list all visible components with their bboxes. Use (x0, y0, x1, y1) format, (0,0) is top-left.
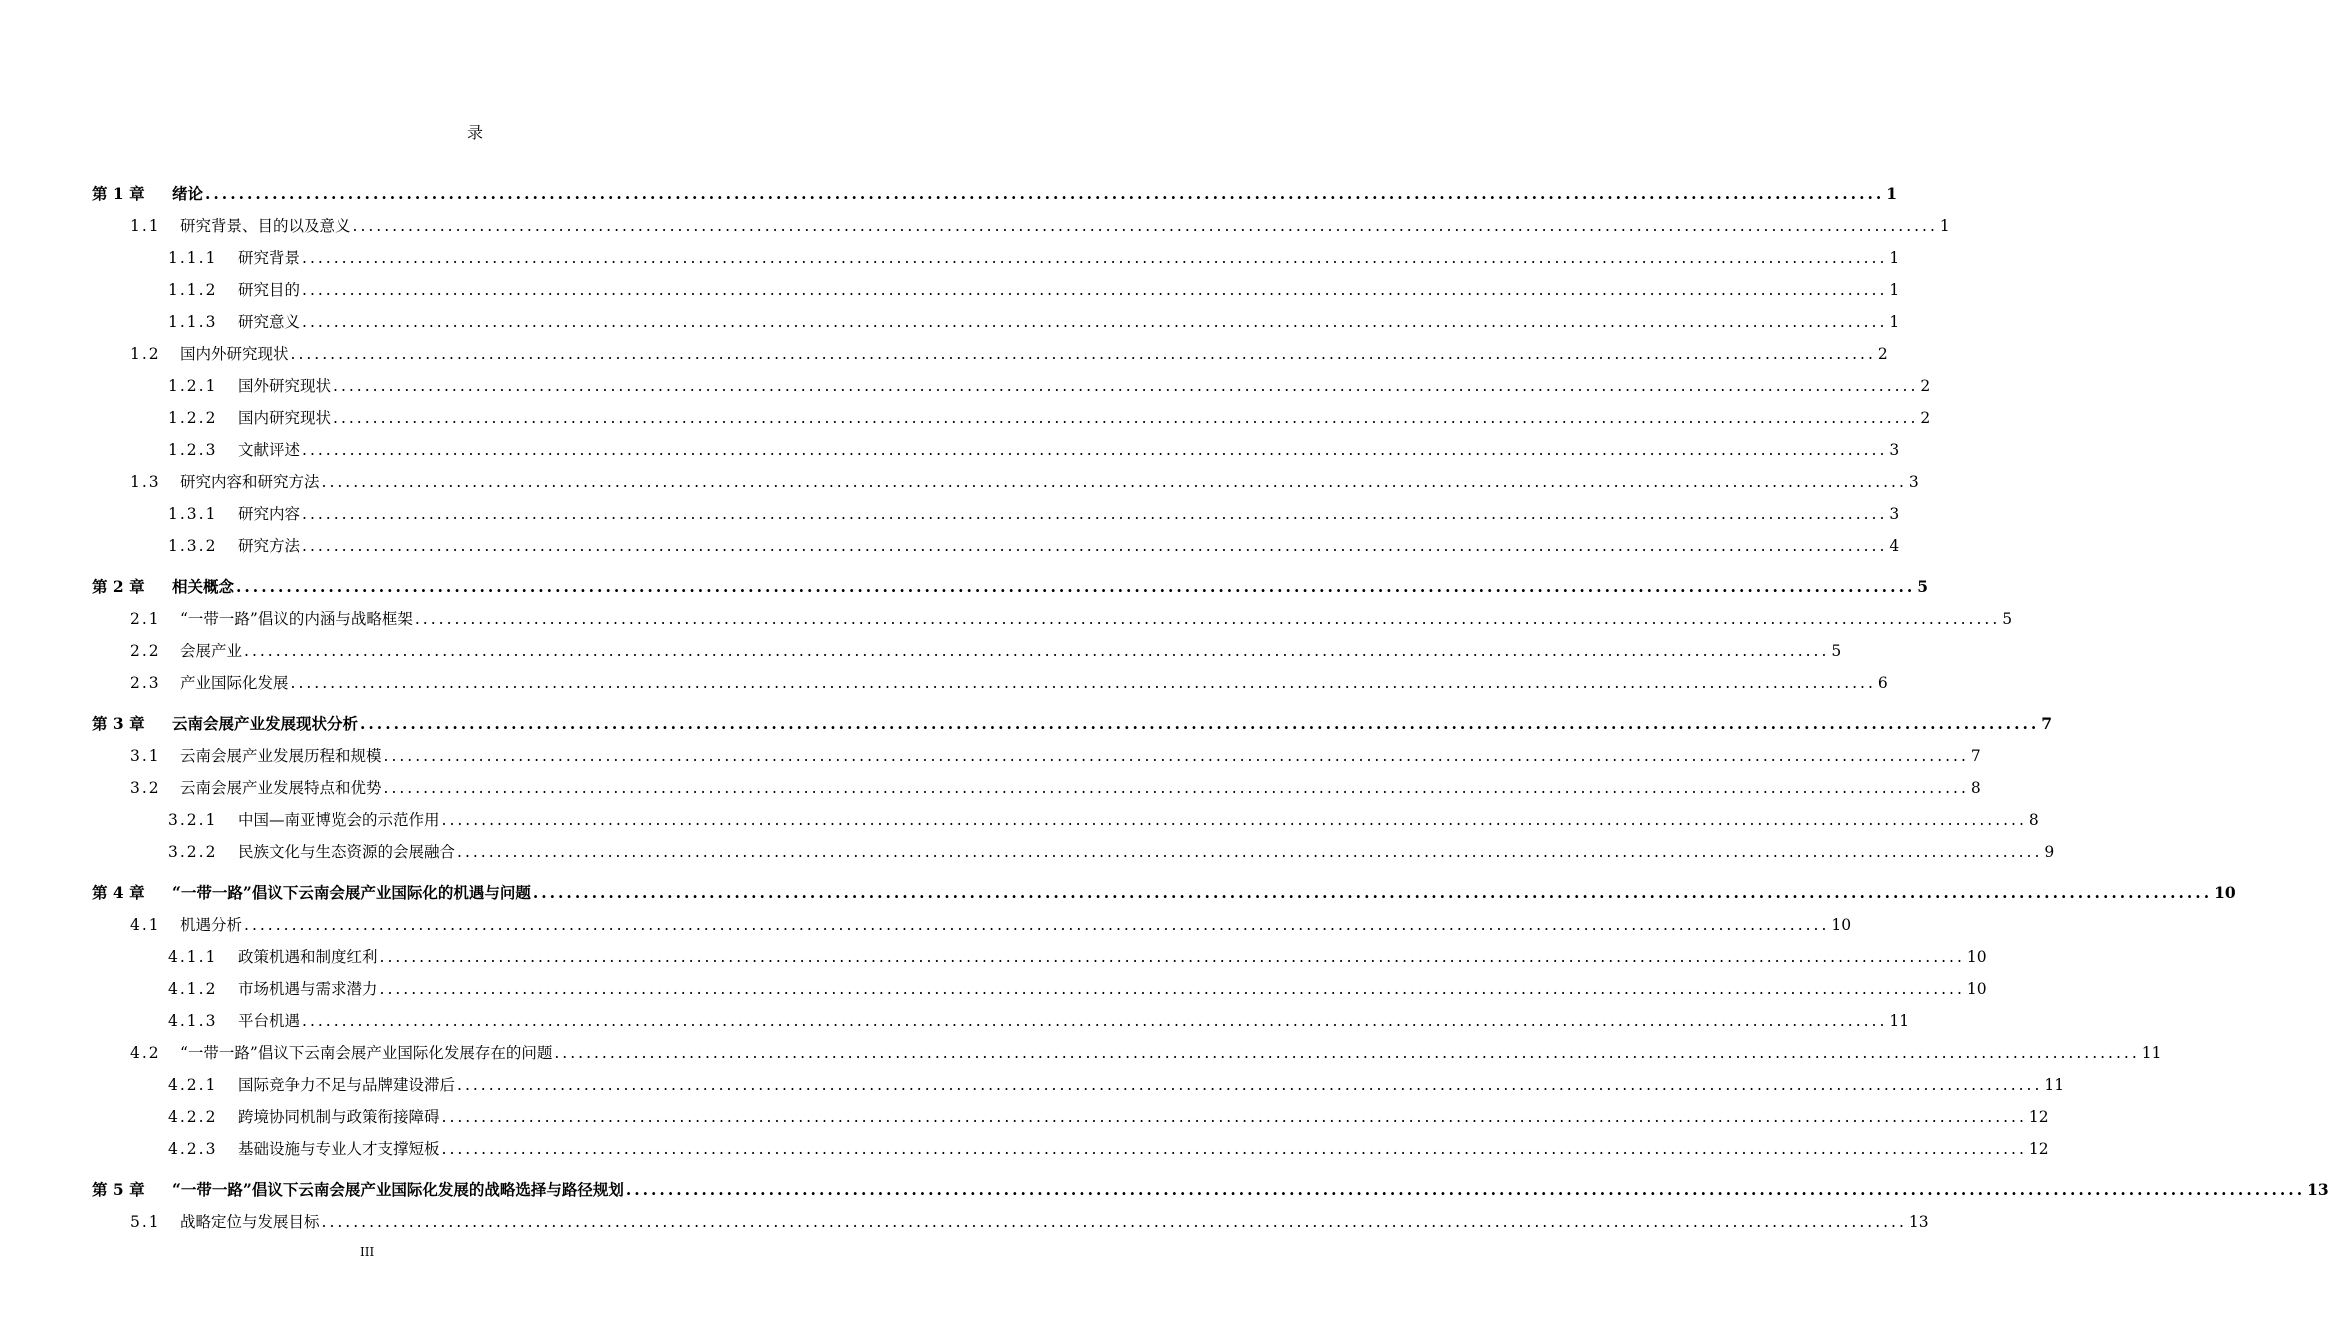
toc-entry-page-number: 4 (1889, 537, 1900, 555)
toc-dot-leader: ........................................................................................................................................................................................................ (302, 1012, 1888, 1030)
toc-dot-leader: ........................................................................................................................................................................................................ (457, 1076, 2043, 1094)
toc-entry-page-number: 12 (2028, 1108, 2049, 1126)
toc-entry-page-number: 7 (1970, 747, 1981, 765)
toc-subsection-entry[interactable] (168, 246, 1900, 272)
toc-entry-label: 文献评述 (238, 441, 301, 459)
toc-entry-number: 4.2.3 (168, 1140, 218, 1158)
toc-dot-leader: ........................................................................................................................................................................................................ (414, 610, 2001, 628)
toc-subsection-entry[interactable] (168, 945, 1987, 971)
toc-section-entry[interactable] (130, 744, 1981, 770)
toc-entry-page-number: 3 (1908, 473, 1919, 491)
toc-entry-number: 1.3.1 (168, 505, 218, 523)
toc-entry-page-number: 5 (2002, 610, 2013, 628)
toc-entry-label: 民族文化与生态资源的会展融合 (238, 843, 456, 861)
toc-entry-label: 研究背景、目的以及意义 (180, 217, 351, 235)
toc-entry-label: 研究意义 (238, 313, 301, 331)
toc-dot-leader: ........................................................................................................................................................................................................ (554, 1044, 2140, 1062)
toc-entry-number: 4.2.1 (168, 1076, 218, 1094)
toc-subsection-entry[interactable] (168, 840, 2055, 866)
toc-dot-leader: ........................................................................................................................................................................................................ (244, 642, 1830, 660)
toc-entry-number: 1.2.1 (168, 377, 218, 395)
toc-entry-page-number: 8 (2028, 811, 2039, 829)
toc-entry-page-number: 2 (1920, 377, 1931, 395)
toc-title: 录 (466, 123, 483, 142)
toc-section-entry[interactable] (130, 776, 1981, 802)
toc-entry-page-number: 13 (1908, 1213, 1929, 1231)
toc-entry-number: 4.1.1 (168, 948, 218, 966)
toc-dot-leader: ........................................................................................................................................................................................................ (302, 441, 1888, 459)
toc-section-entry[interactable] (130, 913, 1852, 939)
toc-entry-page-number: 3 (1889, 505, 1900, 523)
toc-dot-leader: ........................................................................................................................................................................................................ (321, 473, 1907, 491)
toc-entry-number: 3.2.1 (168, 811, 218, 829)
toc-entry-label: 研究方法 (238, 537, 301, 555)
toc-entry-page-number: 10 (1966, 948, 1987, 966)
toc-chapter-entry[interactable] (92, 712, 2053, 738)
toc-entry-number: 4.2.2 (168, 1108, 218, 1126)
toc-entry-page-number: 10 (2214, 883, 2236, 902)
toc-entry-page-number: 1 (1889, 313, 1900, 331)
toc-entry-number: 第 1 章 (92, 184, 145, 203)
toc-dot-leader: ........................................................................................................................................................................................................ (302, 505, 1888, 523)
toc-chapter-entry[interactable] (92, 1178, 2329, 1204)
toc-entry-label: “一带一路”倡议下云南会展产业国际化发展的战略选择与路径规划 (172, 1180, 624, 1199)
toc-dot-leader: ........................................................................................................................................................................................................ (379, 980, 1965, 998)
toc-entry-label: “一带一路”倡议下云南会展产业国际化的机遇与问题 (172, 883, 531, 902)
toc-entry-number: 第 3 章 (92, 714, 145, 733)
toc-entry-label: 中国—南亚博览会的示范作用 (238, 811, 440, 829)
toc-chapter-entry[interactable] (92, 881, 2236, 907)
toc-dot-leader: ........................................................................................................................................................................................................ (441, 1140, 2027, 1158)
toc-entry-label: 相关概念 (172, 577, 235, 596)
toc-section-entry[interactable] (130, 639, 1842, 665)
toc-entry-label: 跨境协同机制与政策衔接障碍 (238, 1108, 440, 1126)
toc-entry-label: “一带一路”倡议下云南会展产业国际化发展存在的问题 (180, 1044, 553, 1062)
toc-entry-label: 国内外研究现状 (180, 345, 289, 363)
toc-entry-page-number: 6 (1877, 674, 1888, 692)
toc-dot-leader: ........................................................................................................................................................................................................ (625, 1180, 2306, 1199)
toc-entry-number: 1.3.2 (168, 537, 218, 555)
toc-entry-page-number: 1 (1939, 217, 1950, 235)
toc-entry-number: 3.2 (130, 779, 161, 797)
toc-entry-label: 国内研究现状 (238, 409, 332, 427)
toc-entry-page-number: 1 (1886, 184, 1898, 203)
toc-entry-number: 4.1 (130, 916, 161, 934)
toc-dot-leader: ........................................................................................................................................................................................................ (441, 811, 2027, 829)
toc-section-entry[interactable] (130, 214, 1950, 240)
toc-entry-page-number: 2 (1920, 409, 1931, 427)
toc-dot-leader: ........................................................................................................................................................................................................ (352, 217, 1938, 235)
toc-subsection-entry[interactable] (168, 1009, 1910, 1035)
toc-chapter-entry[interactable] (92, 182, 1898, 208)
toc-entry-number: 5.1 (130, 1213, 161, 1231)
toc-entry-label: 国外研究现状 (238, 377, 332, 395)
toc-dot-leader: ........................................................................................................................................................................................................ (302, 537, 1888, 555)
toc-entry-number: 4.2 (130, 1044, 161, 1062)
toc-section-entry[interactable] (130, 607, 2013, 633)
toc-entry-label: 研究背景 (238, 249, 301, 267)
toc-dot-leader: ........................................................................................................................................................................................................ (360, 714, 2040, 733)
toc-entry-label: 平台机遇 (238, 1012, 301, 1030)
toc-entry-number: 2.1 (130, 610, 161, 628)
toc-subsection-entry[interactable] (168, 278, 1900, 304)
toc-entry-number: 3.1 (130, 747, 161, 765)
toc-dot-leader: ........................................................................................................................................................................................................ (383, 779, 1969, 797)
toc-entry-page-number: 11 (2044, 1076, 2065, 1094)
toc-entry-label: 市场机遇与需求潜力 (238, 980, 378, 998)
toc-entry-number: 1.1.1 (168, 249, 218, 267)
toc-entry-page-number: 1 (1889, 281, 1900, 299)
toc-subsection-entry[interactable] (168, 1105, 2049, 1131)
page-number-footer: III (360, 1245, 375, 1259)
toc-entry-label: 绪论 (172, 184, 204, 203)
toc-entry-label: 产业国际化发展 (180, 674, 289, 692)
toc-entry-label: 研究内容 (238, 505, 301, 523)
toc-dot-leader: ........................................................................................................................................................................................................ (383, 747, 1969, 765)
toc-entry-label: 政策机遇和制度红利 (238, 948, 378, 966)
toc-dot-leader: ........................................................................................................................................................................................................ (205, 184, 1885, 203)
toc-entry-label: 研究内容和研究方法 (180, 473, 320, 491)
toc-entry-page-number: 10 (1966, 980, 1987, 998)
toc-dot-leader: ........................................................................................................................................................................................................ (333, 409, 1919, 427)
toc-dot-leader: ........................................................................................................................................................................................................ (321, 1213, 1907, 1231)
toc-entry-number: 第 5 章 (92, 1180, 145, 1199)
toc-subsection-entry[interactable] (168, 310, 1900, 336)
toc-entry-label: 云南会展产业发展现状分析 (172, 714, 359, 733)
toc-dot-leader: ........................................................................................................................................................................................................ (457, 843, 2043, 861)
toc-entry-number: 1.2.3 (168, 441, 218, 459)
toc-chapter-entry[interactable] (92, 575, 1929, 601)
toc-entry-number: 1.2.2 (168, 409, 218, 427)
toc-subsection-entry[interactable] (168, 502, 1900, 528)
toc-entry-number: 2.2 (130, 642, 161, 660)
toc-dot-leader: ........................................................................................................................................................................................................ (302, 249, 1888, 267)
toc-entry-number: 4.1.2 (168, 980, 218, 998)
toc-section-entry[interactable] (130, 342, 1888, 368)
toc-dot-leader: ........................................................................................................................................................................................................ (333, 377, 1919, 395)
toc-dot-leader: ........................................................................................................................................................................................................ (532, 883, 2213, 902)
toc-section-entry[interactable] (130, 470, 1919, 496)
toc-subsection-entry[interactable] (168, 534, 1900, 560)
toc-entry-label: 战略定位与发展目标 (180, 1213, 320, 1231)
toc-section-entry[interactable] (130, 1210, 1929, 1236)
toc-entry-number: 2.3 (130, 674, 161, 692)
toc-section-entry[interactable] (130, 671, 1888, 697)
toc-subsection-entry[interactable] (168, 1137, 2049, 1163)
toc-section-entry[interactable] (130, 1041, 2162, 1067)
toc-dot-leader: ........................................................................................................................................................................................................ (236, 577, 1916, 596)
toc-entry-page-number: 2 (1877, 345, 1888, 363)
toc-subsection-entry[interactable] (168, 438, 1900, 464)
toc-entry-page-number: 9 (2044, 843, 2055, 861)
toc-entry-page-number: 10 (1831, 916, 1852, 934)
toc-subsection-entry[interactable] (168, 808, 2039, 834)
toc-dot-leader: ........................................................................................................................................................................................................ (302, 313, 1888, 331)
toc-entry-page-number: 7 (2041, 714, 2053, 733)
toc-dot-leader: ........................................................................................................................................................................................................ (441, 1108, 2027, 1126)
toc-entry-page-number: 11 (2141, 1044, 2162, 1062)
toc-subsection-entry[interactable] (168, 374, 1931, 400)
toc-entry-label: 会展产业 (180, 642, 243, 660)
toc-entry-label: 基础设施与专业人才支撑短板 (238, 1140, 440, 1158)
toc-entry-page-number: 5 (1917, 577, 1929, 596)
toc-entry-page-number: 1 (1889, 249, 1900, 267)
toc-entry-number: 第 2 章 (92, 577, 145, 596)
toc-entry-number: 1.1 (130, 217, 161, 235)
toc-entry-number: 1.2 (130, 345, 161, 363)
toc-entry-number: 1.1.3 (168, 313, 218, 331)
toc-entry-page-number: 3 (1889, 441, 1900, 459)
toc-dot-leader: ........................................................................................................................................................................................................ (290, 345, 1876, 363)
toc-entry-number: 1.3 (130, 473, 161, 491)
toc-entry-page-number: 12 (2028, 1140, 2049, 1158)
toc-entry-page-number: 8 (1970, 779, 1981, 797)
toc-dot-leader: ........................................................................................................................................................................................................ (379, 948, 1965, 966)
toc-entry-label: 机遇分析 (180, 916, 243, 934)
toc-entry-page-number: 11 (1889, 1012, 1910, 1030)
toc-dot-leader: ........................................................................................................................................................................................................ (290, 674, 1876, 692)
toc-entry-number: 1.1.2 (168, 281, 218, 299)
toc-entry-label: 国际竞争力不足与品牌建设滞后 (238, 1076, 456, 1094)
toc-subsection-entry[interactable] (168, 977, 1987, 1003)
toc-entry-page-number: 5 (1831, 642, 1842, 660)
toc-entry-label: 云南会展产业发展特点和优势 (180, 779, 382, 797)
toc-dot-leader: ........................................................................................................................................................................................................ (302, 281, 1888, 299)
toc-entry-label: 研究目的 (238, 281, 301, 299)
toc-entry-label: 云南会展产业发展历程和规模 (180, 747, 382, 765)
toc-entry-number: 第 4 章 (92, 883, 145, 902)
toc-subsection-entry[interactable] (168, 406, 1931, 432)
toc-entry-number: 3.2.2 (168, 843, 218, 861)
toc-subsection-entry[interactable] (168, 1073, 2065, 1099)
toc-entry-label: “一带一路”倡议的内涵与战略框架 (180, 610, 413, 628)
toc-entry-number: 4.1.3 (168, 1012, 218, 1030)
toc-dot-leader: ........................................................................................................................................................................................................ (244, 916, 1830, 934)
toc-entry-page-number: 13 (2307, 1180, 2329, 1199)
